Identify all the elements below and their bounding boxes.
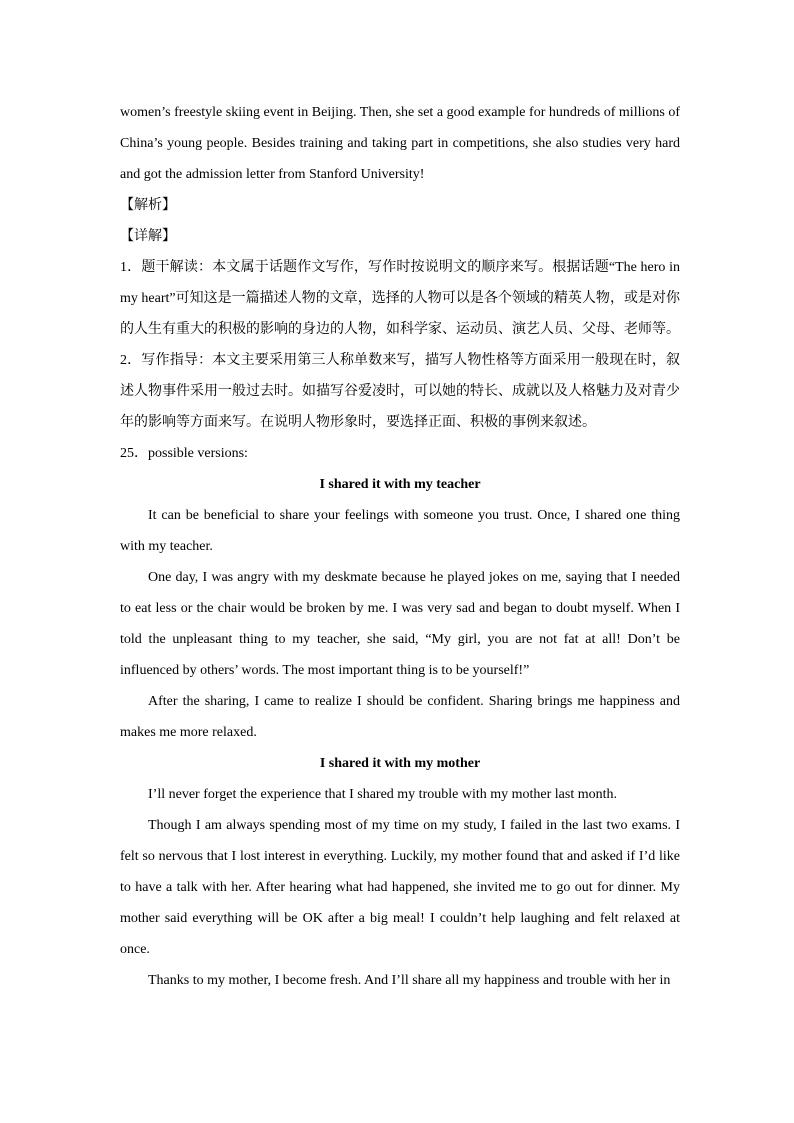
document-page xyxy=(120,97,680,996)
essay2-paragraph-2: Though I am always spending most of my time on my study, I failed in the last two exams. I felt so nervous that I lost interest in everything. Luckily, my mother found that and asked if I’d like to have a talk with her. After hearing what had happened, she invited me to go out for dinner. My mother said everything will be OK after a big meal! I couldn’t help laughing and felt relaxed at once. xyxy=(120,818,680,957)
essay1-paragraph-1: It can be beneficial to share your feelings with someone you trust. Once, I shared one thing with my teacher. xyxy=(120,508,680,554)
essay2-paragraph-1: I’ll never forget the experience that I shared my trouble with my mother last month. xyxy=(148,787,617,802)
analysis-point-2: 2．写作指导：本文主要采用第三人称单数来写，描写人物性格等方面采用一般现在时，叙述人物事件采用一般过去时。如描写谷爱凌时，可以她的特长、成就以及人格魅力及对青少年的影响等方面来写。在说明人物形象时，要选择正面、积极的事例来叙述。 xyxy=(120,353,680,430)
heading-xiangjie: 【详解】 xyxy=(120,229,176,244)
question-25-label: 25．possible versions: xyxy=(120,446,248,461)
essay2-title: I shared it with my mother xyxy=(319,756,481,771)
essay1-paragraph-3: After the sharing, I came to realize I should be confident. Sharing brings me happiness and makes me more relaxed. xyxy=(120,694,680,740)
essay1-title: I shared it with my teacher xyxy=(319,477,481,492)
heading-jiexi: 【解析】 xyxy=(120,198,176,213)
essay2-paragraph-3: Thanks to my mother, I become fresh. And I’ll share all my happiness and trouble with her in xyxy=(148,973,671,988)
intro-paragraph: women’s freestyle skiing event in Beijing. Then, she set a good example for hundreds of millions of China’s young people. Besides training and taking part in competitions, she also studies very hard and got the admission letter from Stanford University! xyxy=(120,105,680,182)
analysis-point-1: 1．题干解读：本文属于话题作文写作，写作时按说明文的顺序来写。根据话题“The hero in my heart”可知这是一篇描述人物的文章，选择的人物可以是各个领域的精英人物，或是对你的人生有重大的积极的影响的身边的人物，如科学家、运动员、演艺人员、父母、老师等。 xyxy=(120,260,680,337)
essay1-paragraph-2: One day, I was angry with my deskmate because he played jokes on me, saying that I needed to eat less or the chair would be broken by me. I was very sad and began to doubt myself. When I told the unpleasant thing to my teacher, she said, “My girl, you are not fat at all! Don’t be influenced by others’ words. The most important thing is to be yourself!” xyxy=(120,570,680,678)
